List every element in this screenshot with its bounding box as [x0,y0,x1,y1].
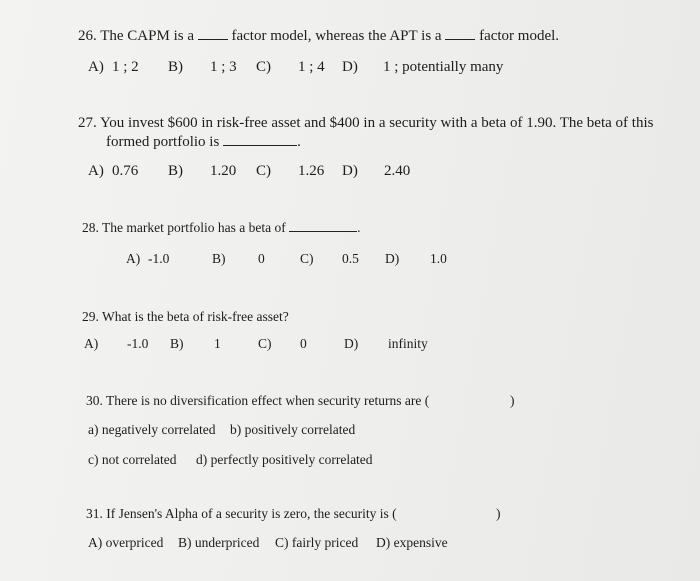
question-28-stem: 28. The market portfolio has a beta of . [82,220,361,235]
question-29-stem: 29. What is the beta of risk-free asset? [82,309,289,324]
option-d-text: 2.40 [384,163,411,179]
option-b-letter: B) [168,59,183,75]
option-d: D) expensive [376,535,448,550]
option-a-letter: A) [84,336,99,351]
option-c-letter: C) [300,251,314,266]
option-d-letter: D) [385,251,400,266]
option-d-text: 1 ; potentially many [383,59,504,75]
option-a: A) overpriced [88,535,164,550]
option-b-text: 1 ; 3 [210,59,237,75]
option-c: C) fairly priced [275,535,359,550]
option-d-text: 1.0 [430,251,447,266]
option-b-text: 0 [258,251,265,266]
option-b-letter: B) [212,251,226,266]
option-b-text: 1 [214,336,221,351]
option-a-letter: A) [88,59,104,75]
option-c-letter: C) [256,163,271,179]
option-d: d) perfectly positively correlated [196,452,373,467]
answer-blank [289,219,357,232]
question-30-close-paren: ) [510,393,515,408]
option-c-letter: C) [256,59,271,75]
option-d-letter: D) [342,163,358,179]
option-c-text: 1 ; 4 [298,59,325,75]
option-b-letter: B) [168,163,183,179]
option-c-text: 0 [300,336,307,351]
option-a-letter: A) [126,251,141,266]
option-c-text: 0.5 [342,251,359,266]
answer-blank [198,27,228,40]
option-a: a) negatively correlated [88,422,216,437]
option-a-letter: A) [88,163,104,179]
question-26-stem: 26. The CAPM is a factor model, whereas the APT is a factor model. [78,28,560,44]
option-c-text: 1.26 [298,163,325,179]
question-27-stem-line1: 27. You invest $600 in risk-free asset and $400 in a security with a beta of 1.90. The beta of this [78,115,654,131]
option-a-text: 1 ; 2 [112,59,139,75]
option-b-text: 1.20 [210,163,237,179]
option-a-text: 0.76 [112,163,139,179]
answer-blank [223,133,297,146]
answer-blank [445,27,475,40]
question-30-stem: 30. There is no diversification effect when security returns are ( [86,393,430,408]
option-b: B) underpriced [178,535,260,550]
question-27-stem-line2: formed portfolio is . [106,134,301,150]
option-c-letter: C) [258,336,272,351]
option-d-letter: D) [344,336,359,351]
question-31-stem: 31. If Jensen's Alpha of a security is zero, the security is ( [86,506,397,521]
option-d-text: infinity [388,336,428,351]
option-a-text: -1.0 [148,251,170,266]
option-b: b) positively correlated [230,422,356,437]
option-b-letter: B) [170,336,184,351]
question-31-close-paren: ) [496,506,501,521]
option-a-text: -1.0 [127,336,149,351]
option-d-letter: D) [342,59,358,75]
option-c: c) not correlated [88,452,177,467]
